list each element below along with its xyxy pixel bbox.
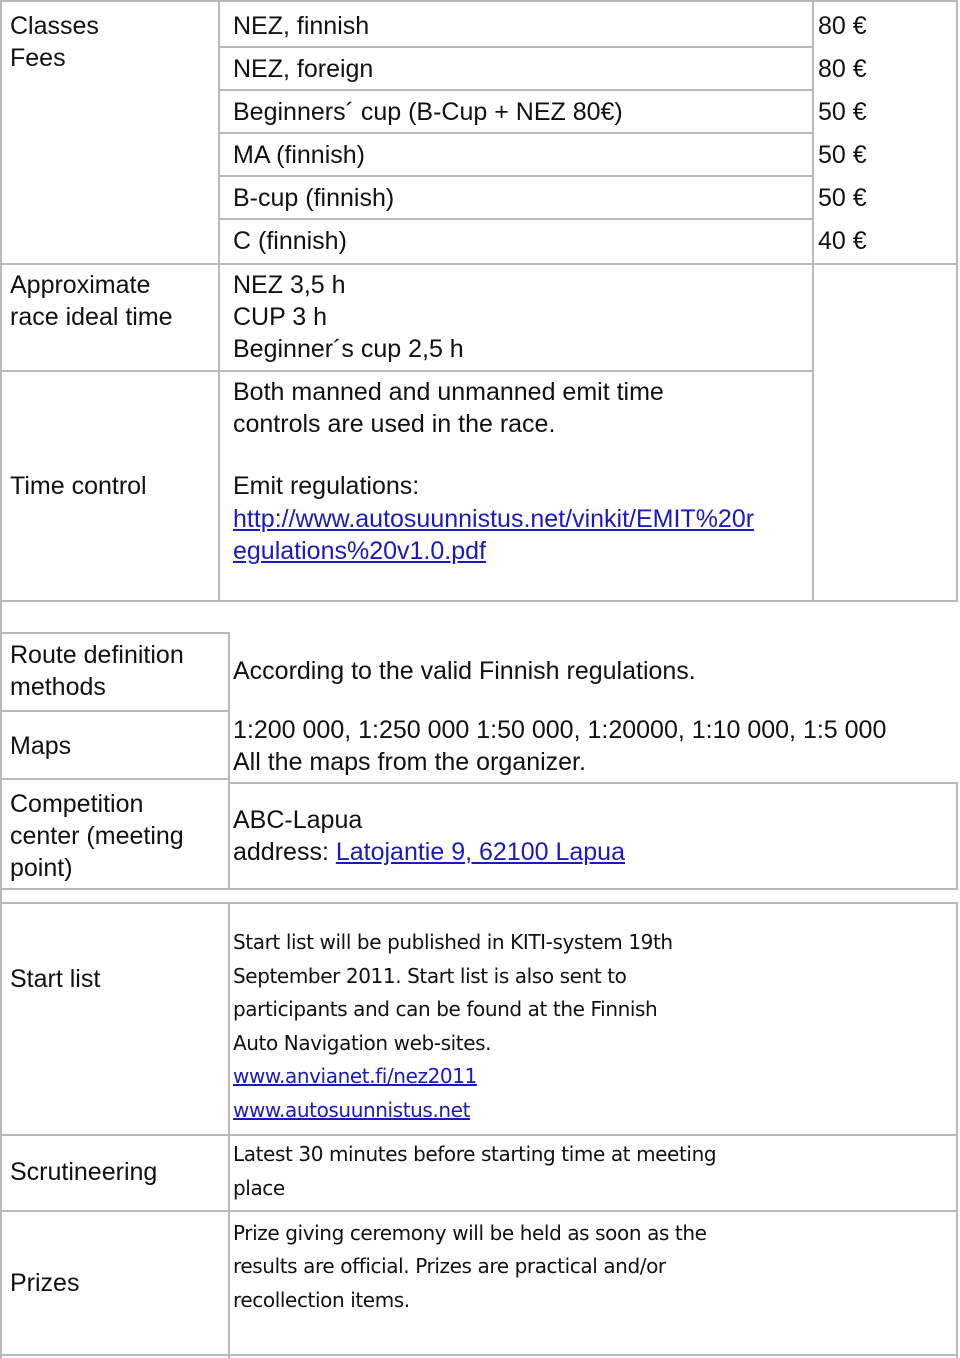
row-divider [218,132,814,134]
border-right-bottom [956,902,958,1358]
emit-regulations-link[interactable]: http://www.autosuunnistus.net/vinkit/EMIT%20r [233,505,755,533]
label-point: point) [10,854,73,882]
route-definition-value: According to the valid Finnish regulations. [233,657,696,685]
row-divider [218,218,814,220]
scrutineering-text: place [233,1176,285,1200]
class-fee: 50 € [818,141,867,169]
class-fee: 80 € [818,55,867,83]
section-divider [0,263,958,265]
class-fee: 50 € [818,184,867,212]
label-classes: Classes [10,12,99,40]
section-divider [0,888,958,890]
label-race-ideal-time: race ideal time [10,303,173,331]
start-list-text: Auto Navigation web-sites. [233,1031,492,1055]
start-list-link-autosuunnistus[interactable]: www.autosuunnistus.net [233,1098,471,1122]
class-name: B-cup (finnish) [233,184,395,212]
section-divider [0,710,230,712]
class-fee: 40 € [818,227,867,255]
scrutineering-text: Latest 30 minutes before starting time at meeting [233,1142,717,1166]
section-divider [0,600,958,602]
prizes-text: results are official. Prizes are practical and/or [233,1254,666,1278]
label-time-control: Time control [10,472,147,500]
address-link[interactable]: Latojantie 9, 62100 Lapua [335,838,625,866]
border-bottom [0,1354,958,1356]
label-approximate: Approximate [10,271,151,299]
section-divider [0,1134,958,1136]
section-divider [0,778,230,780]
race-time-beginners: Beginner´s cup 2,5 h [233,335,464,363]
row-divider [218,89,814,91]
class-name: NEZ, foreign [233,55,374,83]
race-time-nez: NEZ 3,5 h [233,271,346,299]
start-list-text: participants and can be found at the Finnish [233,997,658,1021]
border-left-mid [0,632,2,890]
class-fee: 50 € [818,98,867,126]
start-list-text: September 2011. Start list is also sent to [233,964,627,988]
prizes-text: recollection items. [233,1288,410,1312]
border-left-bottom [0,902,2,1358]
maps-organizer: All the maps from the organizer. [233,748,586,776]
section-divider [0,1210,958,1212]
competition-center-address [233,836,625,868]
class-name: NEZ, finnish [233,12,370,40]
time-control-text: Both manned and unmanned emit time [233,378,664,406]
time-control-text: controls are used in the race. [233,410,556,438]
emit-regulations-link[interactable]: egulations%20v1.0.pdf [233,537,486,565]
class-fee: 80 € [818,12,867,40]
row-divider [218,46,814,48]
section-divider [230,782,958,784]
address-label: address: [233,838,336,866]
label-route-definition: Route definition [10,641,184,669]
race-time-cup: CUP 3 h [233,303,328,331]
section-divider [0,370,814,372]
border-right-mid [956,782,958,890]
label-fees: Fees [10,44,66,72]
label-center-meeting: center (meeting [10,822,184,850]
label-scrutineering: Scrutineering [10,1158,158,1186]
prizes-text: Prize giving ceremony will be held as soon as the [233,1221,707,1245]
divider-label-col-mid [228,632,230,890]
section-divider [0,902,958,904]
row-divider [218,175,814,177]
start-list-link-anvianet[interactable]: www.anvianet.fi/nez2011 [233,1064,477,1088]
competition-center-name: ABC-Lapua [233,806,363,834]
divider-label-col-bottom [228,902,230,1358]
label-prizes: Prizes [10,1269,80,1297]
label-maps: Maps [10,732,72,760]
label-methods: methods [10,673,106,701]
border-right-top [956,0,958,600]
emit-regulations-label: Emit regulations: [233,472,420,500]
class-name: C (finnish) [233,227,347,255]
label-competition: Competition [10,790,144,818]
start-list-text: Start list will be published in KITI-system 19th [233,930,673,954]
label-start-list: Start list [10,965,101,993]
maps-scales: 1:200 000, 1:250 000 1:50 000, 1:20000, 1:10 000, 1:5 000 [233,716,887,744]
section-divider [0,632,230,634]
border-top [0,0,958,2]
class-name: MA (finnish) [233,141,365,169]
class-name: Beginners´ cup (B-Cup + NEZ 80€) [233,98,623,126]
